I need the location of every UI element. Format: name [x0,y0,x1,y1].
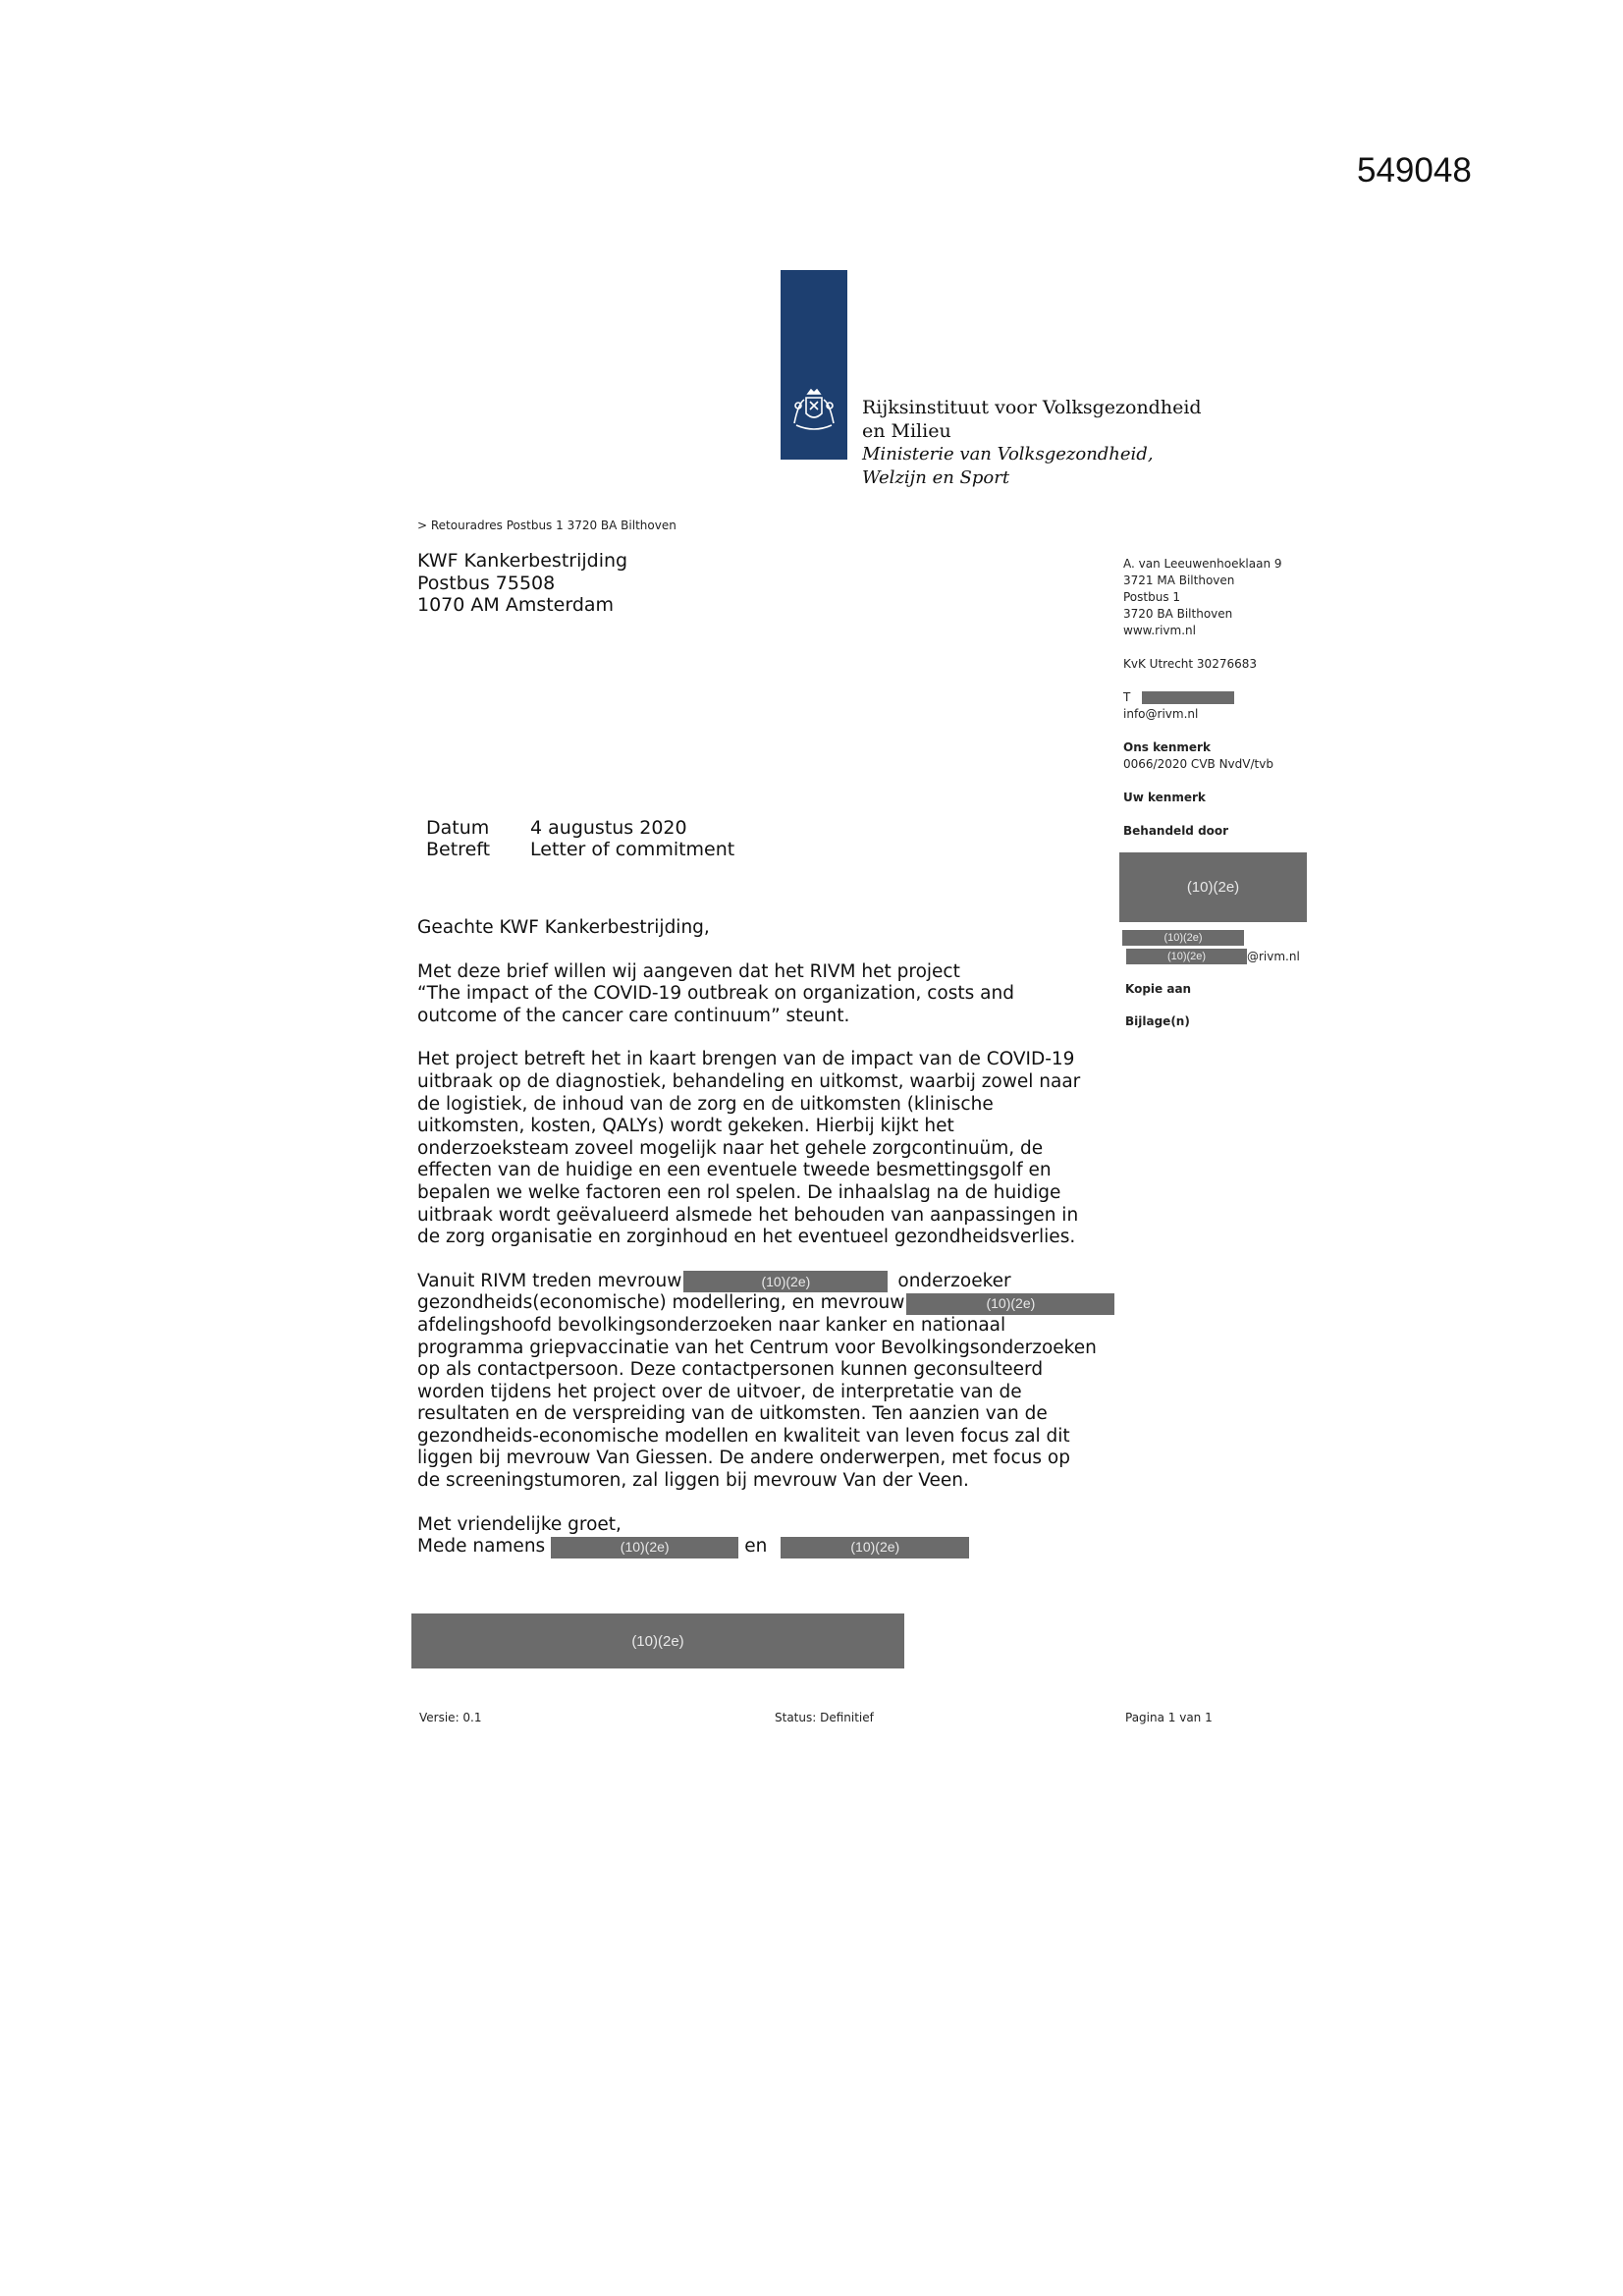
sender-address-line: A. van Leeuwenhoeklaan 9 [1123,557,1282,571]
text-line: outcome of the cancer care continuum” steunt. [417,1005,850,1026]
return-address: > Retouradres Postbus 1 3720 BA Bilthoven [417,519,676,532]
text-line: resultaten en de verspreiding van de uitkomsten. Ten aanzien van de [417,1403,1048,1425]
handler-email-suffix: @rivm.nl [1247,950,1300,963]
text-line: bepalen we welke factoren een rol spelen. De inhaalslag na de huidige [417,1181,1061,1203]
phone-line [1123,689,1310,706]
sender-address-line: Postbus 1 [1123,590,1181,604]
text-line [417,1292,1134,1315]
recipient-line-2: Postbus 75508 [417,572,556,594]
letter-body [417,917,1134,1558]
kvk-number: KvK Utrecht 30276683 [1123,657,1257,671]
footer-version: Versie: 0.1 [419,1711,482,1724]
text-line: de logistiek, de inhoud van de zorg en de uitkomsten (klinische [417,1093,994,1115]
text-segment: onderzoeker [897,1270,1011,1291]
paragraph-2 [417,1049,1134,1248]
recipient-line-1: KWF Kankerbestrijding [417,550,628,572]
text-line: “The impact of the COVID-19 outbreak on organization, costs and [417,983,1014,1005]
text-line [417,1536,1134,1558]
text-segment: Vanuit RIVM treden mevrouw [417,1270,682,1291]
kopie-aan-label: Kopie aan [1125,982,1192,996]
text-line: effecten van de huidige en een eventuele tweede besmettingsgolf en [417,1160,1052,1181]
datum-label: Datum [426,817,490,839]
text-line: gezondheids-economische modellen en kwaliteit van leven focus zal dit [417,1425,1070,1447]
ministry-line-1: Ministerie van Volksgezondheid, [862,444,1154,465]
closing-line: Met vriendelijke groet, [417,1513,622,1535]
paragraph-1 [417,961,1134,1028]
text-line: liggen bij mevrouw Van Giessen. De andere onderwerpen, met focus op [417,1448,1070,1469]
name-redaction: (10)(2e) [781,1537,969,1558]
text-line: op als contactpersoon. Deze contactpersonen kunnen geconsulteerd [417,1359,1044,1381]
handler-phone-redaction: (10)(2e) [1122,930,1244,946]
ons-kenmerk-value: 0066/2020 CVB NvdV/tvb [1123,757,1273,771]
sender-email: info@rivm.nl [1123,707,1199,721]
text-line: worden tijdens het project over de uitvoer, de interpretatie van de [417,1381,1022,1402]
text-line: de screeningstumoren, zal liggen bij mevrouw Van der Veen. [417,1470,969,1492]
paragraph-3 [417,1271,1134,1493]
text-segment: gezondheids(economische) modellering, en mevrouw [417,1292,905,1314]
text-line: uitbraak op de diagnostiek, behandeling en uitkomst, waarbij zowel naar [417,1070,1081,1092]
uw-kenmerk-label: Uw kenmerk [1123,791,1206,804]
text-line: uitbraak wordt geëvalueerd alsmede het behouden van aanpassingen in [417,1204,1079,1226]
closing [417,1514,1134,1558]
footer-page: Pagina 1 van 1 [1125,1711,1213,1724]
text-line: Het project betreft het in kaart brengen van de impact van de COVID-19 [417,1049,1075,1070]
text-line: uitkomsten, kosten, QALYs) wordt gekeken. Hierbij kijkt het [417,1116,954,1137]
ministry-line-2: Welzijn en Sport [862,467,1010,488]
salutation: Geachte KWF Kankerbestrijding, [417,917,710,938]
name-redaction: (10)(2e) [683,1271,888,1292]
text-line: de zorg organisatie en zorginhoud en het eventueel gezondheidsverlies. [417,1227,1076,1248]
phone-label: T [1123,690,1131,704]
ons-kenmerk-label: Ons kenmerk [1123,740,1211,754]
sender-sidebar [1123,556,1310,840]
betreft-label: Betreft [426,839,491,860]
organisation-name [862,396,1202,490]
footer-status: Status: Definitief [775,1711,874,1724]
crest-icon [788,386,839,437]
text-line: Met deze brief willen wij aangeven dat het RIVM het project [417,960,960,982]
betreft-value: Letter of commitment [530,839,735,860]
document-number: 549048 [1357,151,1472,190]
text-line [417,1271,1134,1293]
text-line: afdelingshoofd bevolkingsonderzoeken naar kanker en nationaal [417,1314,1006,1336]
handler-name-redaction: (10)(2e) [1119,852,1307,922]
datum-value: 4 augustus 2020 [530,817,687,839]
signature-redaction: (10)(2e) [411,1613,904,1668]
bijlage-label: Bijlage(n) [1125,1014,1190,1028]
handler-email-redaction: (10)(2e) [1126,949,1247,964]
behandeld-door-label: Behandeld door [1123,824,1229,838]
sender-website: www.rivm.nl [1123,624,1196,637]
phone-redaction [1142,691,1234,704]
text-line: programma griepvaccinatie van het Centrum voor Bevolkingsonderzoeken [417,1337,1097,1358]
sender-address-line: 3721 MA Bilthoven [1123,574,1235,587]
sender-address-line: 3720 BA Bilthoven [1123,607,1233,621]
recipient-line-3: 1070 AM Amsterdam [417,594,615,616]
org-line-2: en Milieu [862,420,951,442]
name-redaction: (10)(2e) [551,1537,738,1558]
text-line: onderzoeksteam zoveel mogelijk naar het gehele zorgcontinuüm, de [417,1137,1044,1159]
name-redaction: (10)(2e) [906,1293,1114,1315]
text-segment: Mede namens [417,1536,546,1558]
letter-meta [426,817,734,860]
org-line-1: Rijksinstituut voor Volksgezondheid [862,397,1202,418]
recipient-address [417,550,627,617]
text-segment: en [744,1536,768,1558]
